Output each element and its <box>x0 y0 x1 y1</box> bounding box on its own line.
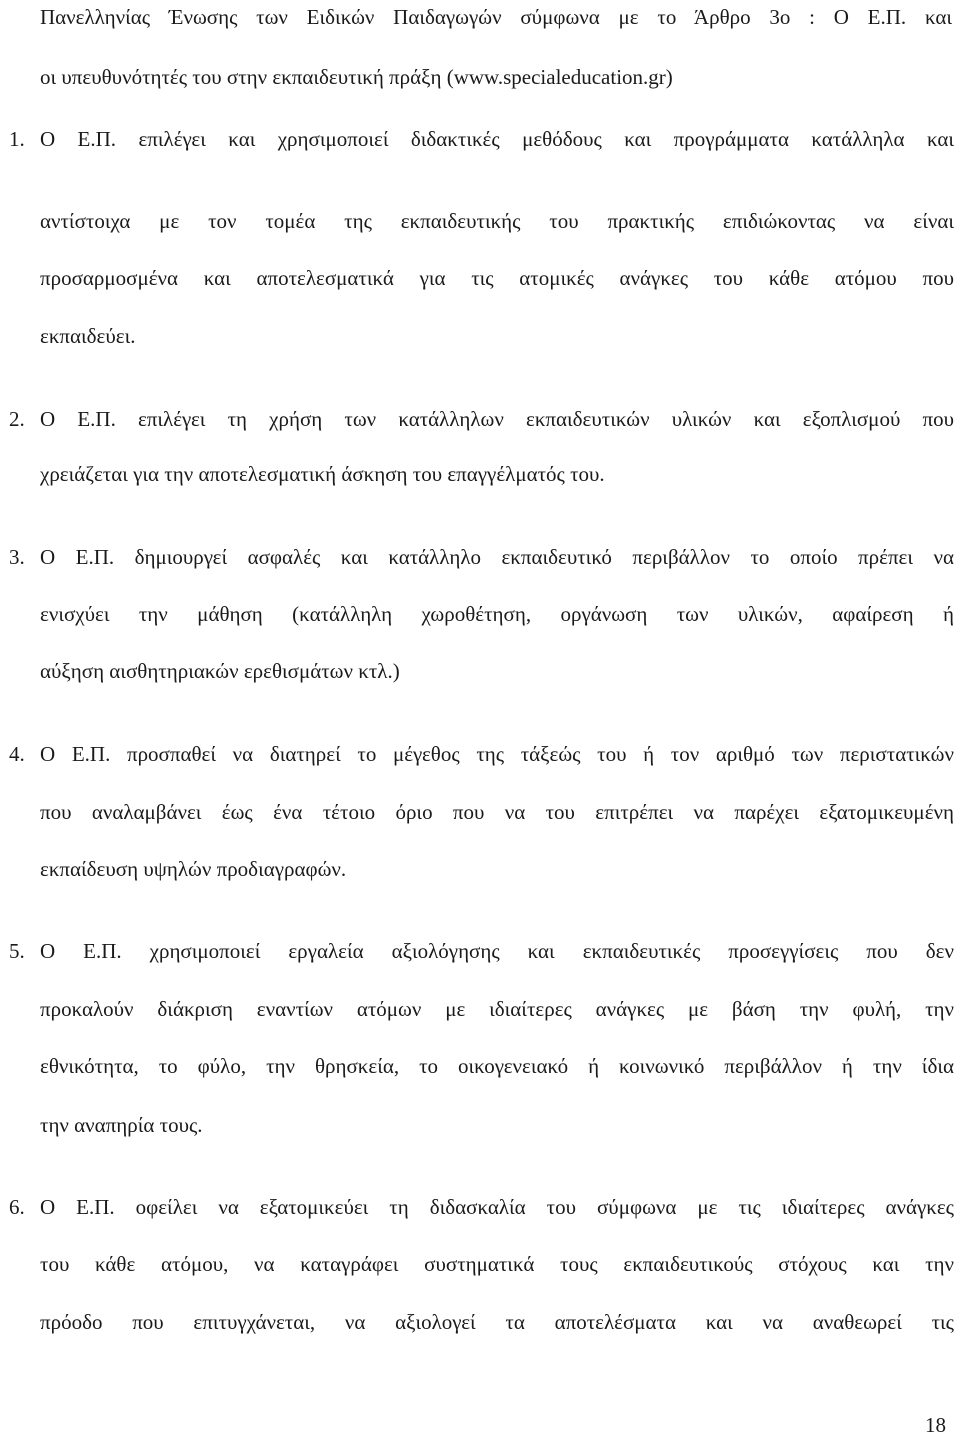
item-6-line-1: Ο Ε.Π. οφείλει να εξατομικεύει τη διδασκαλία του σύμφωνα με τις ιδιαίτερες ανάγκες <box>40 1195 954 1219</box>
item-2-number: 2. <box>9 407 25 431</box>
item-3-number: 3. <box>9 545 25 569</box>
intro-line-2: οι υπευθυνότητές του στην εκπαιδευτική πράξη (www.specialeducation.gr) <box>40 65 673 89</box>
item-5-line-3: εθνικότητα, το φύλο, την θρησκεία, το οικογενειακό ή κοινωνικό περιβάλλον ή την ίδια <box>40 1054 954 1078</box>
item-6-line-3: πρόοδο που επιτυγχάνεται, να αξιολογεί τα αποτελέσματα και να αναθεωρεί τις <box>40 1310 954 1334</box>
item-5-number: 5. <box>9 939 25 963</box>
item-1-line-2: αντίστοιχα με τον τομέα της εκπαιδευτικής του πρακτικής επιδιώκοντας να είναι <box>40 209 954 233</box>
item-4-line-2: που αναλαμβάνει έως ένα τέτοιο όριο που να του επιτρέπει να παρέχει εξατομικευμένη <box>40 800 954 824</box>
item-5-line-4: την αναπηρία τους. <box>40 1113 203 1137</box>
intro-line-1: Πανελληνίας Ένωσης των Ειδικών Παιδαγωγών σύμφωνα με το Άρθρο 3ο : Ο Ε.Π. και <box>40 5 952 29</box>
item-4-line-3: εκπαίδευση υψηλών προδιαγραφών. <box>40 857 347 881</box>
item-1-number: 1. <box>9 127 25 151</box>
item-1-line-4: εκπαιδεύει. <box>40 324 136 348</box>
item-5-line-1: Ο Ε.Π. χρησιμοποιεί εργαλεία αξιολόγησης και εκπαιδευτικές προσεγγίσεις που δεν <box>40 939 954 963</box>
item-1-line-1: Ο Ε.Π. επιλέγει και χρησιμοποιεί διδακτικές μεθόδους και προγράμματα κατάλληλα και <box>40 127 954 151</box>
item-1-line-3: προσαρμοσμένα και αποτελεσματικά για τις ατομικές ανάγκες του κάθε ατόμου που <box>40 266 954 290</box>
item-3-line-2: ενισχύει την μάθηση (κατάλληλη χωροθέτηση, οργάνωση των υλικών, αφαίρεση ή <box>40 602 954 626</box>
page-number: 18 <box>925 1413 946 1437</box>
item-3-line-1: Ο Ε.Π. δημιουργεί ασφαλές και κατάλληλο εκπαιδευτικό περιβάλλον το οποίο πρέπει να <box>40 545 954 569</box>
item-6-number: 6. <box>9 1195 25 1219</box>
item-5-line-2: προκαλούν διάκριση εναντίων ατόμων με ιδιαίτερες ανάγκες με βάση την φυλή, την <box>40 997 954 1021</box>
item-6-line-2: του κάθε ατόμου, να καταγράφει συστηματικά τους εκπαιδευτικούς στόχους και την <box>40 1252 954 1276</box>
item-4-number: 4. <box>9 742 25 766</box>
item-3-line-3: αύξηση αισθητηριακών ερεθισμάτων κτλ.) <box>40 659 400 683</box>
item-2-line-2: χρειάζεται για την αποτελεσματική άσκηση του επαγγέλματός του. <box>40 462 605 486</box>
item-4-line-1: Ο Ε.Π. προσπαθεί να διατηρεί το μέγεθος της τάξεώς του ή τον αριθμό των περιστατικών <box>40 742 954 766</box>
item-2-line-1: Ο Ε.Π. επιλέγει τη χρήση των κατάλληλων εκπαιδευτικών υλικών και εξοπλισμού που <box>40 407 954 431</box>
